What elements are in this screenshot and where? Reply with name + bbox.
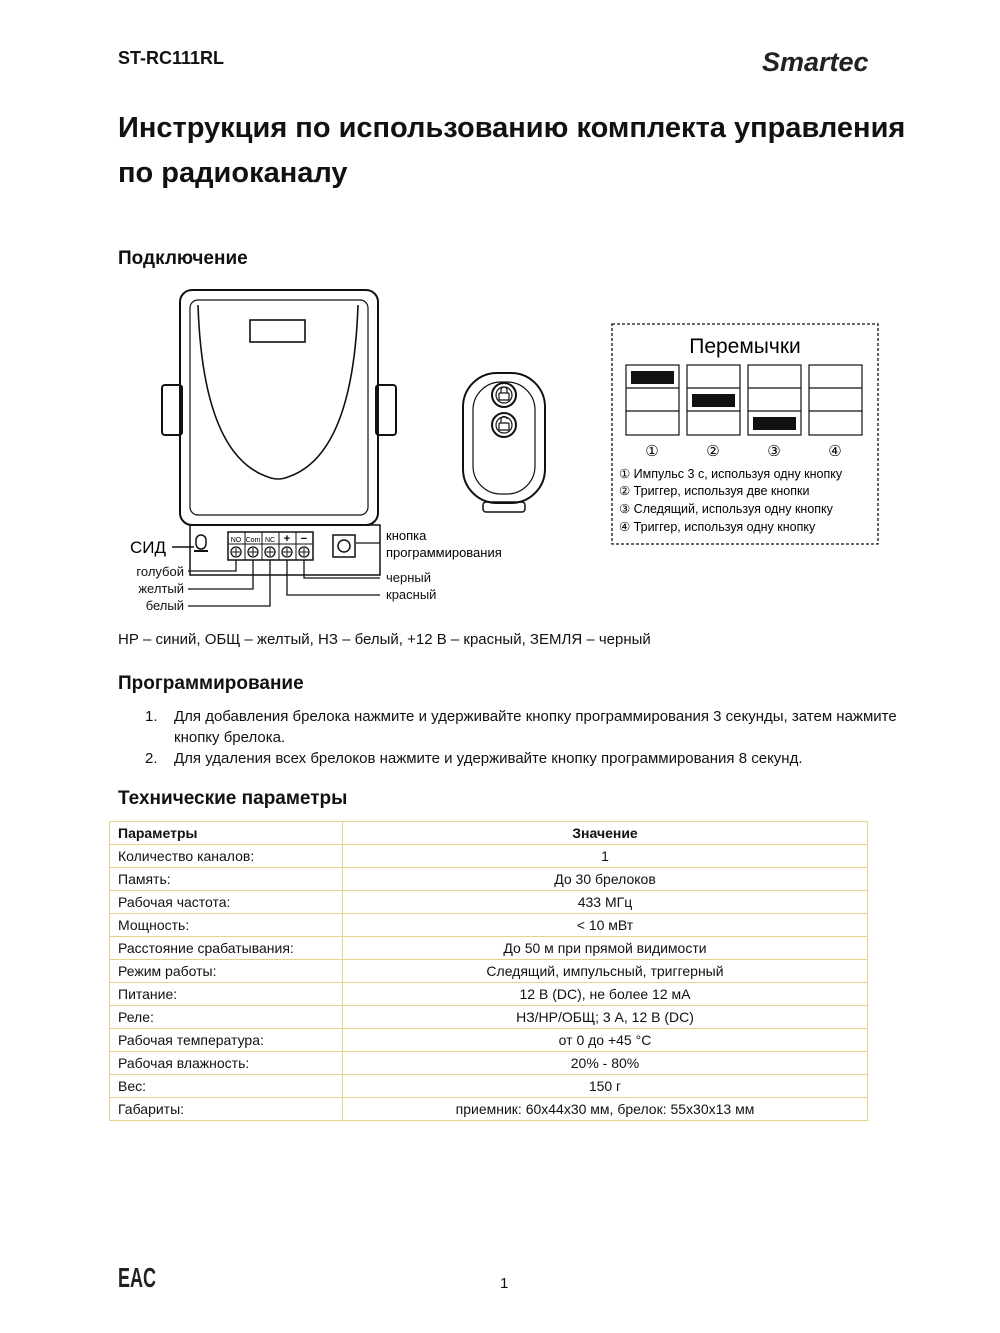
connection-diagram — [118, 285, 888, 620]
list-item — [145, 748, 905, 769]
param-value: 150 г — [343, 1075, 868, 1098]
step-text: Для удаления всех брелоков нажмите и удерживайте кнопку программирования 8 секунд. — [174, 750, 803, 767]
param-value: < 10 мВт — [343, 914, 868, 937]
table-row — [110, 983, 868, 1006]
svg-text:−: − — [300, 533, 308, 545]
program-button — [333, 528, 502, 560]
param-name: Мощность: — [110, 914, 343, 937]
param-value: 20% - 80% — [343, 1052, 868, 1075]
svg-text:желтый: желтый — [138, 581, 184, 596]
param-value: приемник: 60x44x30 мм, брелок: 55x30x13 мм — [343, 1098, 868, 1121]
param-value: До 30 брелоков — [343, 868, 868, 891]
jumpers-panel — [612, 324, 878, 544]
param-value: НЗ/НР/ОБЩ; 3 А, 12 В (DC) — [343, 1006, 868, 1029]
page-number: 1 — [500, 1275, 509, 1292]
table-row — [110, 868, 868, 891]
svg-text:③: ③ — [767, 443, 781, 460]
model-name: ST-RC111RL — [118, 48, 225, 68]
smartec-logo — [760, 40, 886, 80]
param-value: от 0 до +45 °С — [343, 1029, 868, 1052]
svg-text:+: + — [283, 533, 291, 545]
svg-text:черный: черный — [386, 570, 432, 585]
table-row — [110, 891, 868, 914]
wires-right — [287, 560, 436, 602]
svg-text:белый: белый — [145, 598, 184, 613]
table-row — [110, 845, 868, 868]
svg-text:кнопка: кнопка — [386, 528, 427, 543]
section-heading-programming: Программирование — [118, 673, 304, 694]
table-row — [110, 1075, 868, 1098]
param-name: Память: — [110, 868, 343, 891]
table-row — [110, 960, 868, 983]
svg-text:EAC: EAC — [118, 1262, 156, 1293]
terminal-block — [228, 532, 313, 560]
step-number: 2. — [145, 750, 158, 767]
svg-text:NC: NC — [264, 537, 276, 544]
param-value: 12 В (DC), не более 12 мА — [343, 983, 868, 1006]
param-name: Питание: — [110, 983, 343, 1006]
section-heading-specs: Технические параметры — [118, 788, 348, 809]
step-text: Для добавления брелока нажмите и удерживайте кнопку программирования 3 секунды, затем нажмите кнопку брелока. — [174, 708, 897, 746]
table-header-row — [110, 822, 868, 845]
svg-text:② Триггер, используя две кнопк: ② Триггер, используя две кнопки — [619, 484, 810, 498]
param-value: Следящий, импульсный, триггерный — [343, 960, 868, 983]
table-row — [110, 1029, 868, 1052]
table-row — [110, 1052, 868, 1075]
svg-text:Перемычки: Перемычки — [689, 335, 801, 358]
svg-text:④ Триггер, используя одну кноп: ④ Триггер, используя одну кнопку — [619, 520, 816, 534]
programming-steps — [145, 706, 905, 769]
step-number: 1. — [145, 708, 158, 725]
svg-text:голубой: голубой — [136, 564, 184, 579]
svg-text:④: ④ — [828, 443, 842, 460]
svg-text:NO: NO — [230, 537, 242, 544]
table-row — [110, 1006, 868, 1029]
svg-text:③ Следящий, используя одну кно: ③ Следящий, используя одну кнопку — [619, 502, 833, 516]
param-name: Расстояние срабатывания: — [110, 937, 343, 960]
param-name: Режим работы: — [110, 960, 343, 983]
list-item — [145, 706, 905, 748]
svg-text:②: ② — [706, 443, 720, 460]
svg-text:красный: красный — [386, 587, 437, 602]
spec-table — [109, 821, 868, 1121]
wire-color-legend: НР – синий, ОБЩ – желтый, НЗ – белый, +12 В – красный, ЗЕМЛЯ – черный — [118, 631, 651, 648]
param-name: Реле: — [110, 1006, 343, 1029]
param-name: Вес: — [110, 1075, 343, 1098]
param-name: Рабочая влажность: — [110, 1052, 343, 1075]
table-row — [110, 1098, 868, 1121]
svg-text:программирования: программирования — [386, 545, 502, 560]
eac-mark — [118, 1260, 156, 1293]
page-title: Инструкция по использованию комплекта управления по радиоканалу — [118, 112, 906, 189]
param-name: Габариты: — [110, 1098, 343, 1121]
param-value: 1 — [343, 845, 868, 868]
svg-text:Smartec: Smartec — [762, 47, 869, 77]
svg-text:①: ① — [645, 443, 659, 460]
wires-left — [136, 560, 270, 613]
column-header: Значение — [343, 822, 868, 845]
param-value: 433 МГц — [343, 891, 868, 914]
table-row — [110, 937, 868, 960]
svg-text:① Импульс 3 с, используя одну: ① Импульс 3 с, используя одну кнопку — [619, 467, 843, 481]
led-indicator — [130, 535, 208, 557]
table-row — [110, 914, 868, 937]
key-fob — [463, 373, 545, 512]
param-name: Рабочая температура: — [110, 1029, 343, 1052]
section-heading-connection: Подключение — [118, 248, 248, 269]
svg-text:Com: Com — [245, 537, 261, 544]
param-value: До 50 м при прямой видимости — [343, 937, 868, 960]
column-header: Параметры — [110, 822, 343, 845]
param-name: Количество каналов: — [110, 845, 343, 868]
param-name: Рабочая частота: — [110, 891, 343, 914]
svg-text:СИД: СИД — [130, 538, 167, 557]
